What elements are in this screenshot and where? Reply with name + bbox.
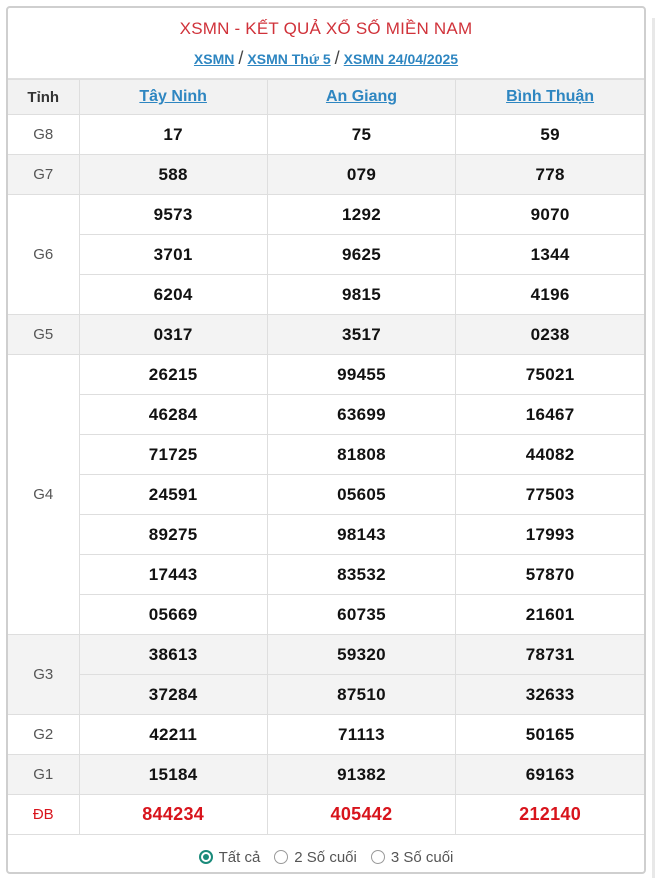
prize-number: 77503 <box>456 475 644 515</box>
province-binh-thuan[interactable]: Bình Thuận <box>456 80 644 115</box>
results-body <box>8 115 644 835</box>
prize-number: 4196 <box>456 275 644 315</box>
prize-number: 1344 <box>456 235 644 275</box>
prize-number: 05605 <box>267 475 455 515</box>
prize-number: 9070 <box>456 195 644 235</box>
prize-label: G5 <box>8 315 79 355</box>
prize-row-g8 <box>8 115 644 155</box>
prize-number: 844234 <box>79 795 267 835</box>
filter-option-all[interactable] <box>199 849 261 866</box>
breadcrumb-separator: / <box>334 48 340 68</box>
filter-label: 3 Số cuối <box>390 848 454 866</box>
prize-number: 89275 <box>79 515 267 555</box>
prize-number: 50165 <box>456 715 644 755</box>
prize-number: 98143 <box>267 515 455 555</box>
prize-number: 38613 <box>79 635 267 675</box>
radio-selected-icon[interactable] <box>199 850 213 864</box>
prize-number: 15184 <box>79 755 267 795</box>
page-title: XSMN - KẾT QUẢ XỔ SỐ MIỀN NAM <box>179 19 473 38</box>
prize-number: 778 <box>456 155 644 195</box>
prize-row-g4 <box>8 595 644 635</box>
prize-number: 3517 <box>267 315 455 355</box>
prize-number: 59 <box>456 115 644 155</box>
prize-number: 83532 <box>267 555 455 595</box>
prize-number: 42211 <box>79 715 267 755</box>
prize-number: 78731 <box>456 635 644 675</box>
prize-number: 71113 <box>267 715 455 755</box>
prize-label: ĐB <box>8 795 79 835</box>
prize-number: 57870 <box>456 555 644 595</box>
prize-number: 26215 <box>79 355 267 395</box>
prize-label: G8 <box>8 115 79 155</box>
prize-number: 46284 <box>79 395 267 435</box>
prize-number: 212140 <box>456 795 644 835</box>
province-an-giang[interactable]: An Giang <box>267 80 455 115</box>
prize-row-g3 <box>8 675 644 715</box>
prize-number: 63699 <box>267 395 455 435</box>
prize-number: 69163 <box>456 755 644 795</box>
prize-row-g6 <box>8 235 644 275</box>
prize-number: 405442 <box>267 795 455 835</box>
prize-number: 21601 <box>456 595 644 635</box>
prize-number: 9815 <box>267 275 455 315</box>
prize-row-g4 <box>8 515 644 555</box>
prize-label: G2 <box>8 715 79 755</box>
radio-icon[interactable] <box>274 850 288 864</box>
prize-number: 05669 <box>79 595 267 635</box>
prize-number: 75021 <box>456 355 644 395</box>
filter-label: Tất cả <box>218 848 261 866</box>
card-header <box>8 8 644 79</box>
results-card <box>6 6 646 874</box>
prize-number: 17 <box>79 115 267 155</box>
prize-number: 60735 <box>267 595 455 635</box>
prize-number: 24591 <box>79 475 267 515</box>
prize-number: 3701 <box>79 235 267 275</box>
digit-filter <box>8 835 644 879</box>
radio-icon[interactable] <box>371 850 385 864</box>
prize-row-g7 <box>8 155 644 195</box>
prize-number: 16467 <box>456 395 644 435</box>
prize-row-g4 <box>8 355 644 395</box>
prize-row-g4 <box>8 435 644 475</box>
prize-row-g4 <box>8 475 644 515</box>
prize-row-g3 <box>8 635 644 675</box>
prize-number: 44082 <box>456 435 644 475</box>
prize-number: 37284 <box>79 675 267 715</box>
province-tay-ninh[interactable]: Tây Ninh <box>79 80 267 115</box>
prize-number: 81808 <box>267 435 455 475</box>
filter-label: 2 Số cuối <box>294 848 357 866</box>
prize-number: 17443 <box>79 555 267 595</box>
prize-row-g5 <box>8 315 644 355</box>
prize-number: 0317 <box>79 315 267 355</box>
prize-number: 079 <box>267 155 455 195</box>
breadcrumb-xsmn[interactable]: XSMN <box>193 51 235 67</box>
prize-row-g1 <box>8 755 644 795</box>
prize-number: 91382 <box>267 755 455 795</box>
prize-label: G7 <box>8 155 79 195</box>
prize-label: G3 <box>8 635 79 715</box>
breadcrumb-separator: / <box>238 48 244 68</box>
prize-row-g4 <box>8 395 644 435</box>
prize-number: 99455 <box>267 355 455 395</box>
prize-number: 9573 <box>79 195 267 235</box>
prize-number: 71725 <box>79 435 267 475</box>
prize-row-db <box>8 795 644 835</box>
prize-number: 75 <box>267 115 455 155</box>
prize-number: 59320 <box>267 635 455 675</box>
prize-number: 87510 <box>267 675 455 715</box>
prize-number: 32633 <box>456 675 644 715</box>
prize-number: 9625 <box>267 235 455 275</box>
prize-row-g4 <box>8 555 644 595</box>
filter-option-2-digits[interactable] <box>274 849 357 866</box>
breadcrumb-xsmn-thu5[interactable]: XSMN Thứ 5 <box>247 51 331 67</box>
prize-number: 0238 <box>456 315 644 355</box>
prize-label: G1 <box>8 755 79 795</box>
table-header-row <box>8 80 644 115</box>
prize-number: 588 <box>79 155 267 195</box>
prize-label: G6 <box>8 195 79 315</box>
tinh-header: Tỉnh <box>8 80 79 115</box>
prize-number: 1292 <box>267 195 455 235</box>
breadcrumb <box>8 48 644 69</box>
results-table <box>8 79 644 835</box>
prize-row-g2 <box>8 715 644 755</box>
prize-label: G4 <box>8 355 79 635</box>
breadcrumb-xsmn-date[interactable]: XSMN 24/04/2025 <box>343 51 459 67</box>
prize-number: 17993 <box>456 515 644 555</box>
filter-option-3-digits[interactable] <box>371 849 454 866</box>
prize-row-g6 <box>8 195 644 235</box>
prize-row-g6 <box>8 275 644 315</box>
prize-number: 6204 <box>79 275 267 315</box>
